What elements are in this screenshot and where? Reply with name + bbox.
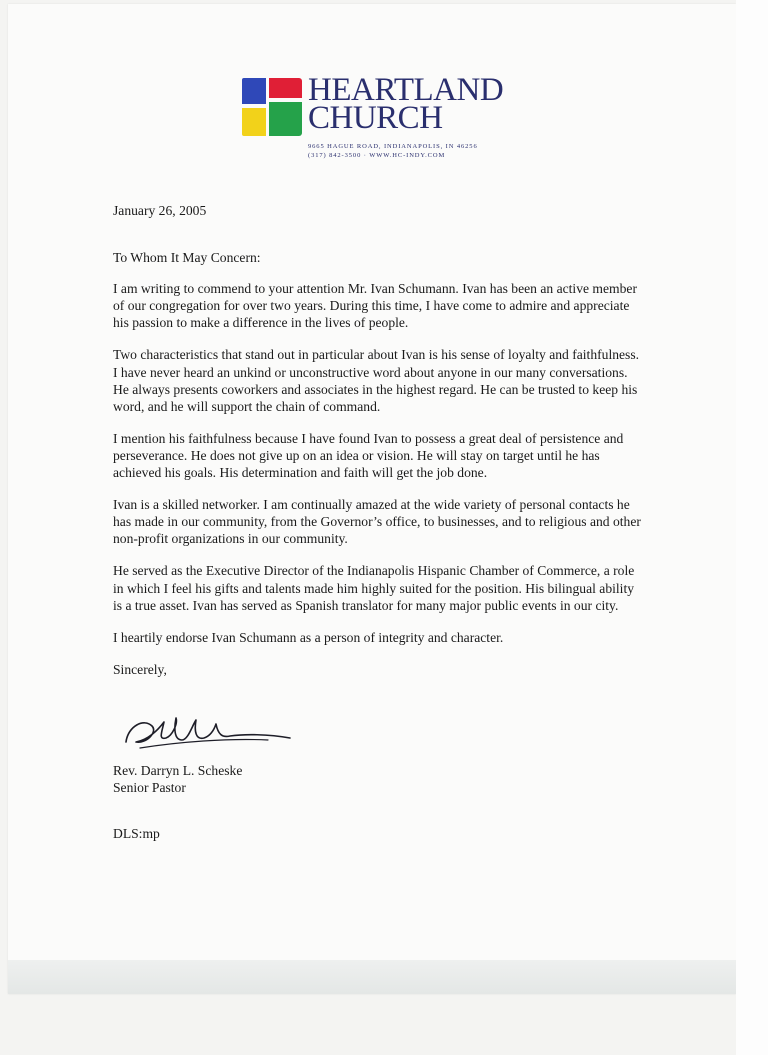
handwritten-signature <box>118 704 308 764</box>
paragraph-6: I heartily endorse Ivan Schumann as a person of integrity and character. <box>113 629 504 645</box>
signer-title: Senior Pastor <box>113 780 186 796</box>
logo-green-square <box>269 102 302 136</box>
address-street: 9665 HAGUE ROAD, INDIANAPOLIS, IN 46256 <box>308 143 478 150</box>
signer-name: Rev. Darryn L. Scheske <box>113 763 243 778</box>
paragraph-4: Ivan is a skilled networker. I am continually amazed at the wide variety of personal contacts he has made in our community, from the Governor’s office, to businesses, and to religious and other non-profit organizations in our community. <box>113 497 641 547</box>
address-contact: (317) 842-3500 · WWW.HC-INDY.COM <box>308 152 446 159</box>
scan-edge <box>736 0 768 1055</box>
paragraph-3: I mention his faithfulness because I have found Ivan to possess a great deal of persistence and perseverance. He does not give up on an idea or vision. He will stay on target until he has achieved his goals. His determination and faith will get the job done. <box>113 430 624 481</box>
letter-salutation: To Whom It May Concern: <box>113 250 261 266</box>
logo-red-square <box>269 78 302 98</box>
letter-page <box>8 4 736 994</box>
letter-closing: Sincerely, <box>113 661 167 677</box>
church-logo-icon <box>242 78 302 136</box>
church-address <box>308 142 478 160</box>
letterhead <box>234 72 524 166</box>
paragraph-2: Two characteristics that stand out in particular about Ivan is his sense of loyalty and faithfulness. I have never heard an unkind or unconstructive word about anyone in our many conversations. He always presents coworkers and associates in the highest regard. He can be trusted to keep his word, and he will support the chain of command. <box>113 347 640 414</box>
church-name-line1: HEARTLAND <box>308 72 504 108</box>
paragraph-1: I am writing to commend to your attention Mr. Ivan Schumann. Ivan has been an active member of our congregation for over two years. During this time, I have come to admire and appreciate his passion to make a difference in the lives of people. <box>113 281 637 331</box>
paragraph-5: He served as the Executive Director of the Indianapolis Hispanic Chamber of Commerce, a role in which I feel his gifts and talents made him highly suited for the position. His bilingual ability is a true asset. Ivan has served as Spanish translator for many major public events in our city. <box>113 563 635 613</box>
logo-yellow-square <box>242 108 266 136</box>
logo-blue-square <box>242 78 266 104</box>
church-name-line2: CHURCH <box>308 100 443 136</box>
letter-body <box>113 202 643 678</box>
reference-initials: DLS:mp <box>113 826 160 841</box>
signer-block <box>113 762 242 796</box>
letter-date: January 26, 2005 <box>113 203 207 218</box>
church-name <box>308 72 504 136</box>
